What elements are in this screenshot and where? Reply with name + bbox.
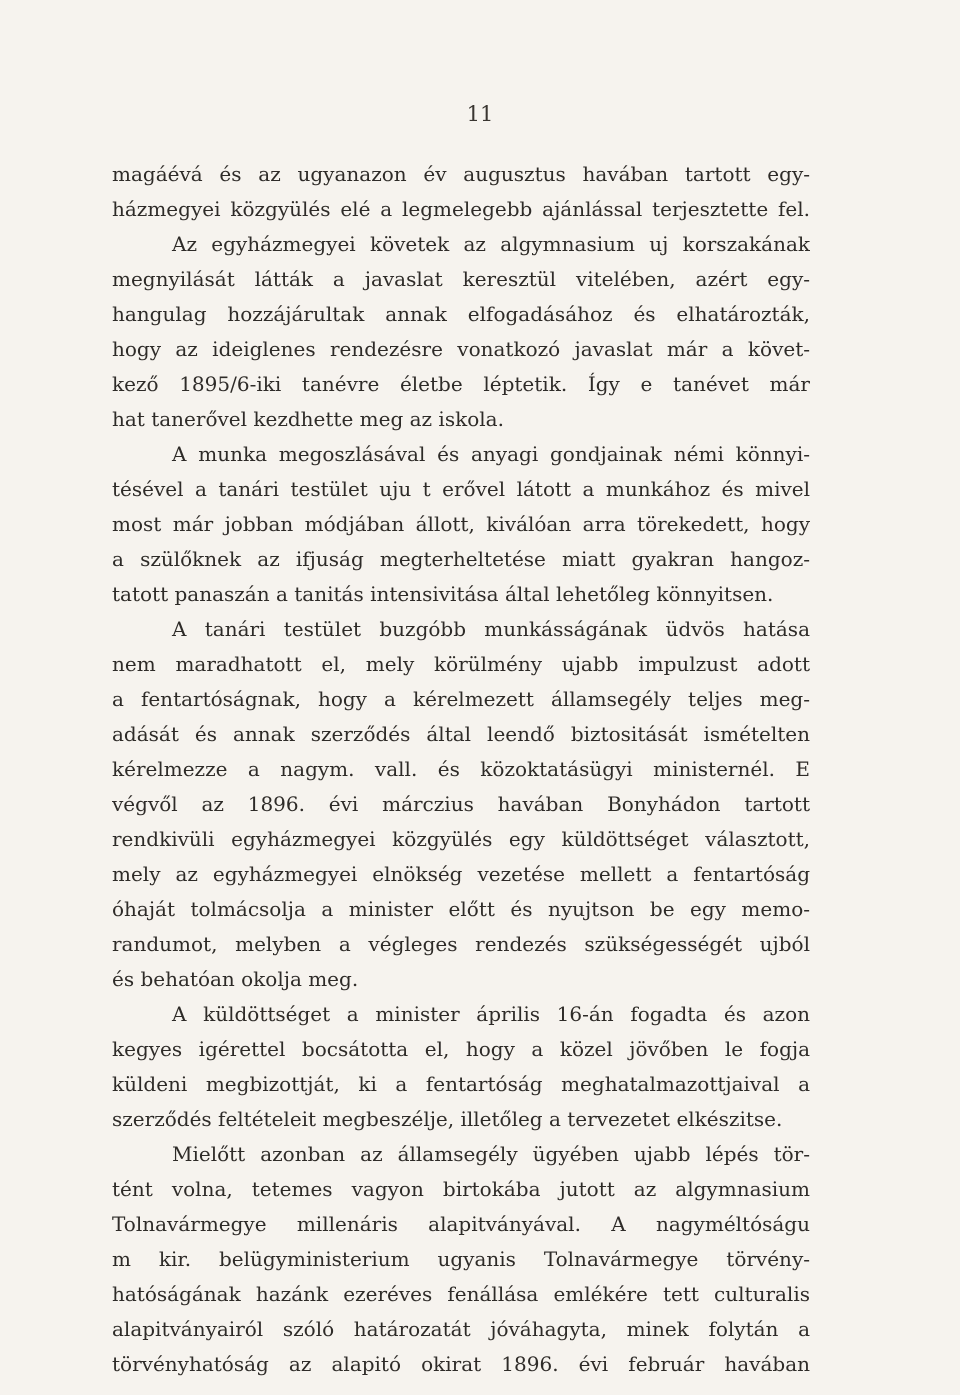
text-line: A munka megoszlásával és anyagi gondjainak némi könnyi- — [172, 442, 810, 466]
text-line: szerződés feltételeit megbeszélje, illetőleg a tervezetet elkészitse. — [112, 1107, 783, 1131]
text-line: óhaját tolmácsolja a minister előtt és nyujtson be egy memo- — [112, 897, 810, 921]
text-line: m kir. belügyministerium ugyanis Tolnavármegye törvény- — [112, 1247, 810, 1271]
text-line: mely az egyházmegyei elnökség vezetése mellett a fentartóság — [112, 862, 810, 886]
text-line: törvényhatóság az alapitó okirat 1896. évi február havában — [112, 1352, 810, 1376]
text-line: nem maradhatott el, mely körülmény ujabb impulzust adott — [112, 652, 810, 676]
text-line: adását és annak szerződés által leendő biztositását ismételten — [112, 722, 810, 746]
text-line: randumot, melyben a végleges rendezés szükségességét ujból — [112, 932, 810, 956]
text-line: A küldöttséget a minister április 16-án fogadta és azon — [172, 1002, 810, 1026]
text-line: Tolnavármegye millenáris alapitványával. A nagyméltóságu — [112, 1212, 810, 1236]
text-line: hat tanerővel kezdhette meg az iskola. — [112, 407, 504, 431]
text-line: és behatóan okolja meg. — [112, 967, 359, 991]
text-line: most már jobban módjában állott, kiválóan arra törekedett, hogy — [112, 512, 810, 536]
text-line: végvől az 1896. évi márczius havában Bonyhádon tartott — [112, 792, 810, 816]
text-line: magáévá és az ugyanazon év augusztus havában tartott egy- — [112, 162, 810, 186]
text-line: Az egyházmegyei követek az algymnasium uj korszakának — [172, 232, 810, 256]
text-line: Mielőtt azonban az államsegély ügyében ujabb lépés tör- — [172, 1142, 810, 1166]
text-line: a fentartóságnak, hogy a kérelmezett államsegély teljes meg- — [112, 687, 810, 711]
text-line: alapitványairól szóló határozatát jóváhagyta, minek folytán a — [112, 1317, 810, 1341]
text-line: kező 1895/6-iki tanévre életbe léptetik. Így e tanévet már — [112, 372, 810, 396]
text-line: tént volna, tetemes vagyon birtokába jutott az algymnasium — [112, 1177, 810, 1201]
text-line: kegyes igérettel bocsátotta el, hogy a közel jövőben le fogja — [112, 1037, 810, 1061]
text-line: tésével a tanári testület uju t erővel látott a munkához és mivel — [112, 477, 810, 501]
body-text — [112, 157, 810, 1382]
text-line: A tanári testület buzgóbb munkásságának üdvös hatása — [172, 617, 810, 641]
text-line: rendkivüli egyházmegyei közgyülés egy küldöttséget választott, — [112, 827, 810, 851]
text-line: küldeni megbizottját, ki a fentartóság meghatalmazottjaival a — [112, 1072, 810, 1096]
text-line: hogy az ideiglenes rendezésre vonatkozó javaslat már a követ- — [112, 337, 810, 361]
text-line: tatott panaszán a tanitás intensivitása által lehetőleg könnyitsen. — [112, 582, 774, 606]
text-line: a szülőknek az ifjuság megterheltetése miatt gyakran hangoz- — [112, 547, 810, 571]
text-line: megnyilását látták a javaslat keresztül vitelében, azért egy- — [112, 267, 810, 291]
text-line: házmegyei közgyülés elé a legmelegebb ajánlással terjesztette fel. — [112, 197, 810, 221]
text-line: kérelmezze a nagym. vall. és közoktatásügyi ministernél. E — [112, 757, 810, 781]
text-line: hatóságának hazánk ezeréves fenállása emlékére tett culturalis — [112, 1282, 810, 1306]
text-line: hangulag hozzájárultak annak elfogadásához és elhatározták, — [112, 302, 810, 326]
page-number: 11 — [466, 102, 494, 126]
